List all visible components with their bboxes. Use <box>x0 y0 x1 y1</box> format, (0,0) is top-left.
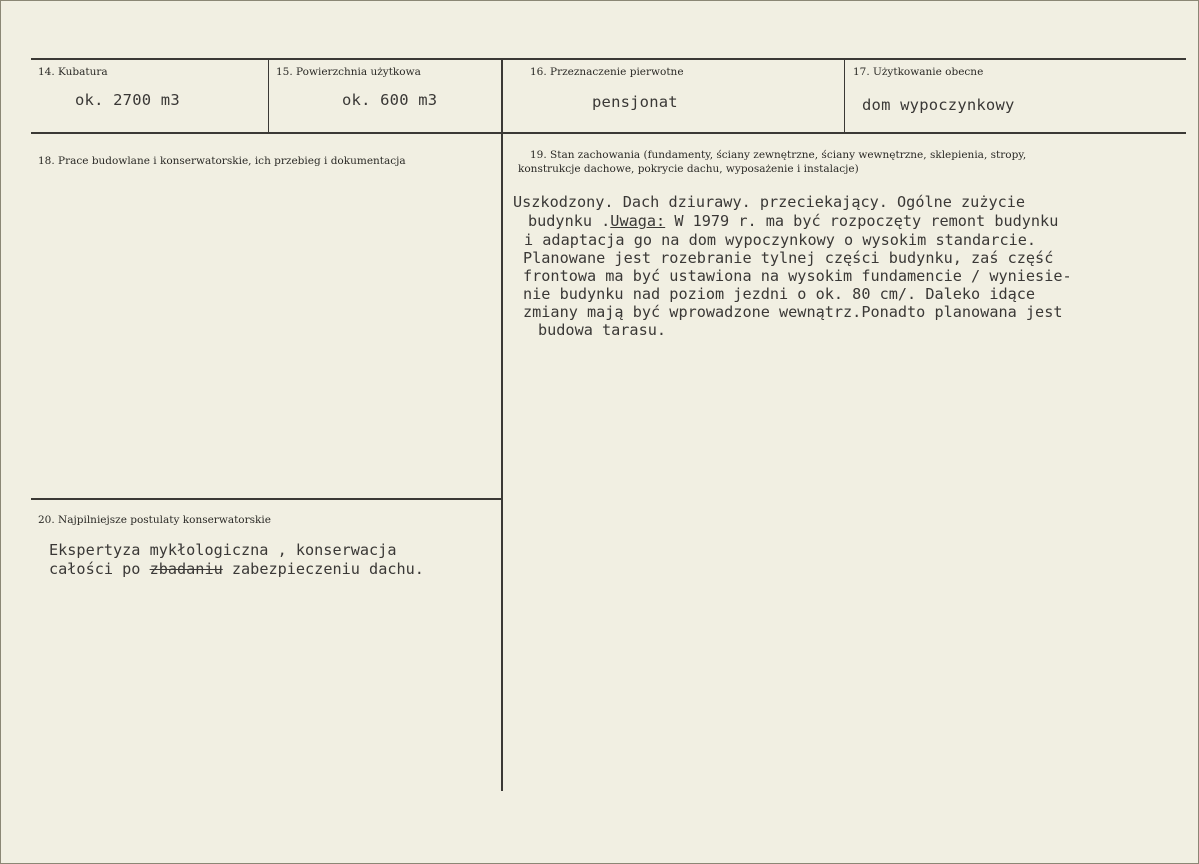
field-19-line-2 <box>528 212 1058 231</box>
field-19-line-2a: budynku . <box>528 212 611 230</box>
field-19-line-6: nie budynku nad poziom jezdni o ok. 80 cm/. Daleko idące <box>523 285 1036 303</box>
field-16-value: pensjonat <box>592 93 678 111</box>
field-15-label: 15. Powierzchnia użytkowa <box>276 66 421 78</box>
main-vertical-divider <box>501 59 503 791</box>
divider-14-15 <box>268 59 269 133</box>
field-17-label: 17. Użytkowanie obecne <box>853 66 984 78</box>
field-20-line-2 <box>49 560 424 579</box>
field-18-label: 18. Prace budowlane i konserwatorskie, ich przebieg i dokumentacja <box>38 155 406 167</box>
field-19-line-1: Uszkodzony. Dach dziurawy. przeciekający. Ogólne zużycie <box>513 193 1026 211</box>
section-20-rule <box>31 498 501 500</box>
field-19-label-line1: 19. Stan zachowania (fundamenty, ściany zewnętrzne, ściany wewnętrzne, sklepienia, stropy, <box>530 149 1027 161</box>
field-19-line-2b: W 1979 r. ma być rozpoczęty remont budynku <box>665 212 1059 230</box>
header-bottom-rule <box>31 132 1186 134</box>
field-14-value: ok. 2700 m3 <box>75 91 180 109</box>
top-rule <box>31 58 1186 60</box>
field-20-line-1: Ekspertyza mykłologiczna , konserwacja <box>49 541 397 559</box>
field-14-label: 14. Kubatura <box>38 66 108 78</box>
field-17-value: dom wypoczynkowy <box>862 96 1015 114</box>
field-20-label: 20. Najpilniejsze postulaty konserwatorskie <box>38 514 271 526</box>
field-20-line-2a: całości po <box>49 560 150 578</box>
field-20-struck-word: zbadaniu <box>149 560 223 578</box>
field-20-line-2b: zabezpieczeniu dachu. <box>222 560 424 578</box>
field-19-line-4: Planowane jest rozebranie tylnej części budynku, zaś część <box>523 249 1054 267</box>
field-19-line-3: i adaptacja go na dom wypoczynkowy o wysokim standarcie. <box>524 231 1037 249</box>
field-15-value: ok. 600 m3 <box>342 91 438 109</box>
field-16-label: 16. Przeznaczenie pierwotne <box>530 66 684 78</box>
field-19-line-8: budowa tarasu. <box>538 321 667 339</box>
field-19-line-5: frontowa ma być ustawiona na wysokim fundamencie / wyniesie- <box>523 267 1072 285</box>
field-19-label-line2: konstrukcje dachowe, pokrycie dachu, wyposażenie i instalacje) <box>518 163 859 175</box>
divider-16-17 <box>844 59 845 133</box>
field-19-note-label: Uwaga: <box>610 212 666 230</box>
field-19-line-7: zmiany mają być wprowadzone wewnątrz.Ponadto planowana jest <box>523 303 1063 321</box>
